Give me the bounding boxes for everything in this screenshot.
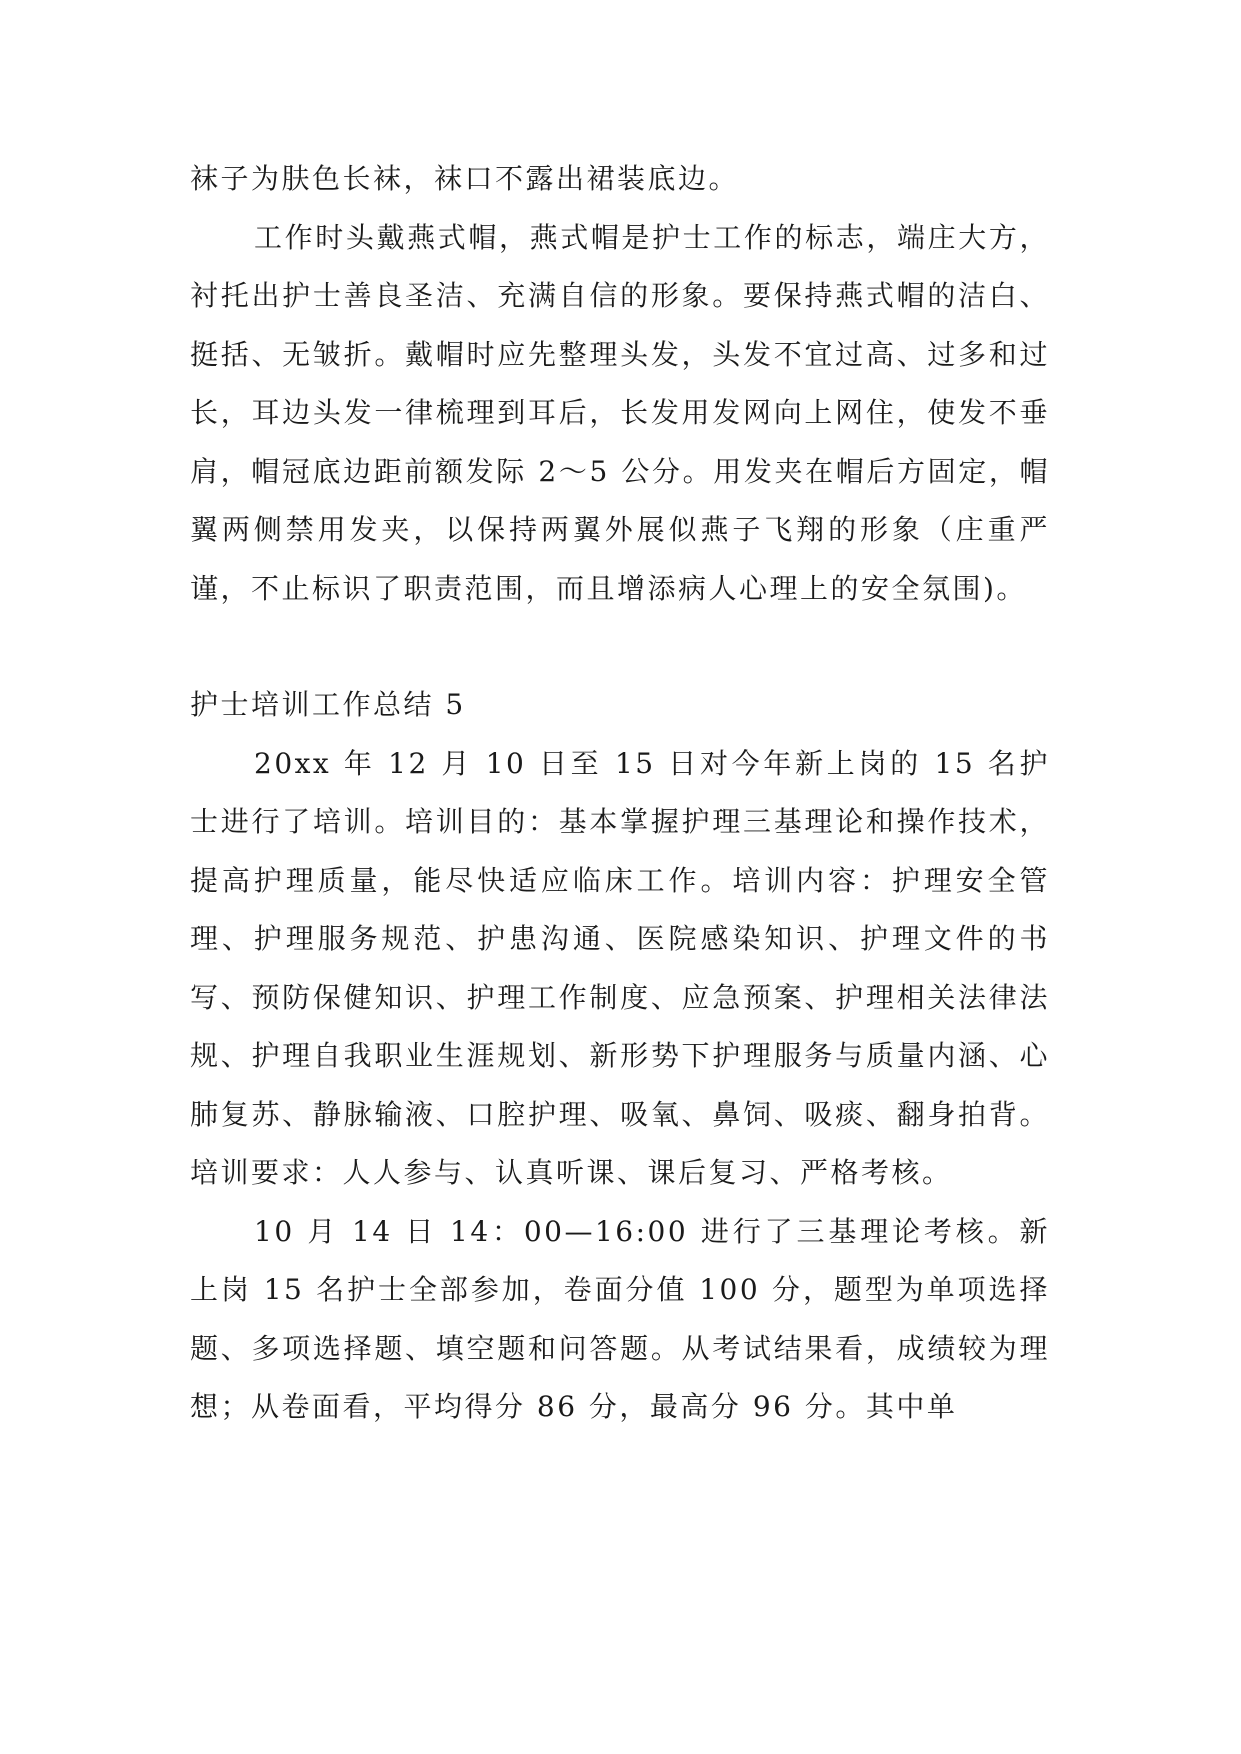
document-body [190, 150, 1050, 1437]
paragraph-nurse-cap: 工作时头戴燕式帽，燕式帽是护士工作的标志，端庄大方，衬托出护士善良圣洁、充满自信的形象。要保持燕式帽的洁白、挺括、无皱折。戴帽时应先整理头发，头发不宜过高、过多和过长，耳边头发一律梳理到耳后，长发用发网向上网住，使发不垂肩，帽冠底边距前额发际 2～5 公分。用发夹在帽后方固定，帽翼两侧禁用发夹，以保持两翼外展似燕子飞翔的形象（庄重严谨，不止标识了职责范围，而且增添病人心理上的安全氛围)。 [190, 220, 1050, 605]
paragraph-training-content: 20xx 年 12 月 10 日至 15 日对今年新上岗的 15 名护士进行了培训。培训目的：基本掌握护理三基理论和操作技术，提高护理质量，能尽快适应临床工作。培训内容：护理安全管理、护理服务规范、护患沟通、医院感染知识、护理文件的书写、预防保健知识、护理工作制度、应急预案、护理相关法律法规、护理自我职业生涯规划、新形势下护理服务与质量内涵、心肺复苏、静脉输液、口腔护理、吸氧、鼻饲、吸痰、翻身拍背。培训要求：人人参与、认真听课、课后复习、严格考核。 [190, 746, 1050, 1189]
paragraph-exam-results: 10 月 14 日 14：00—16:00 进行了三基理论考核。新上岗 15 名护士全部参加，卷面分值 100 分，题型为单项选择题、多项选择题、填空题和问答题。从考试结果看，成绩较为理想；从卷面看，平均得分 86 分，最高分 96 分。其中单 [190, 1214, 1050, 1423]
paragraph-socks: 袜子为肤色长袜，袜口不露出裙装底边。 [190, 162, 740, 195]
section-heading: 护士培训工作总结 5 [190, 688, 466, 721]
